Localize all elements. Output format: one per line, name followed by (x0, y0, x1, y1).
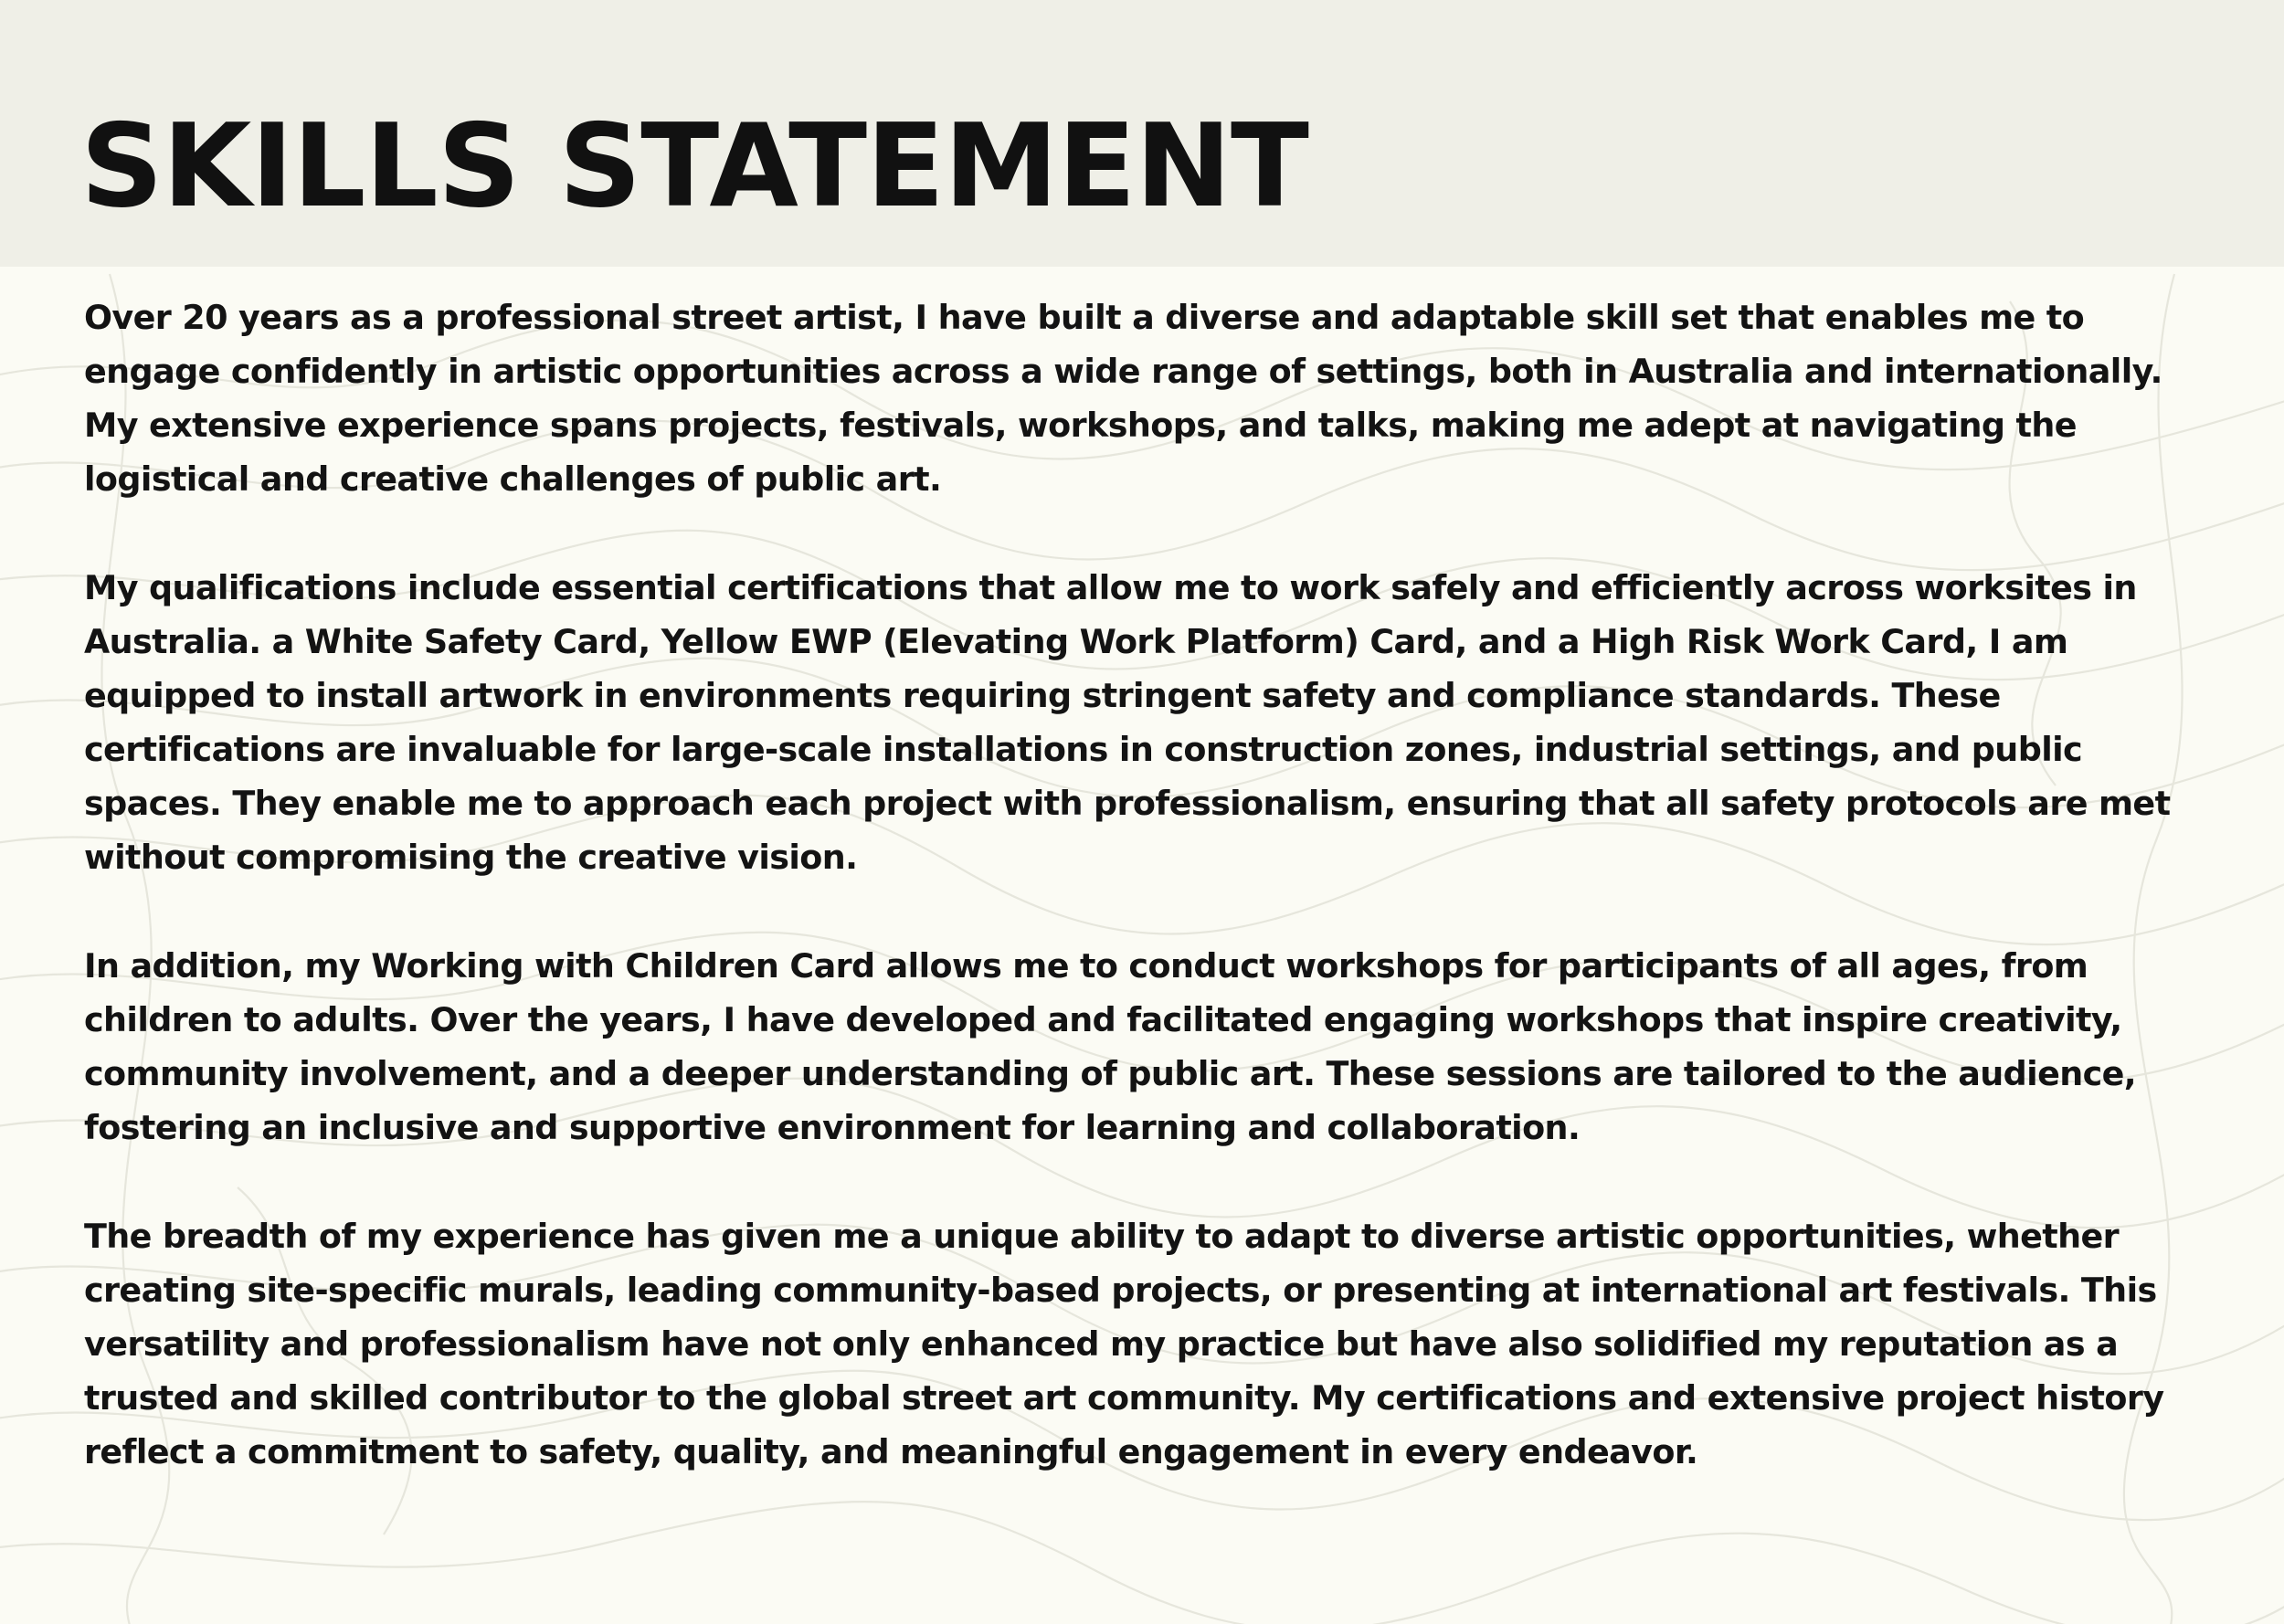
page-title: SKILLS STATEMENT (80, 99, 1308, 233)
header-band (0, 0, 2284, 267)
paragraph-versatility: The breadth of my experience has given me a unique ability to adapt to diverse artistic opportunities, whether creating site-specific murals, leading community-based projects, or presenting at international art festivals. This versatility and professionalism have not only enhanced my practice but have also solidified my reputation as a trusted and skilled contributor to the global street art community. My certifications and extensive project history reflect a commitment to safety, quality, and meaningful engagement in every endeavor. (84, 1217, 2164, 1471)
statement-body (84, 290, 2185, 1534)
paragraph-qualifications: My qualifications include essential certifications that allow me to work safely and efficiently across worksites in Australia. a White Safety Card, Yellow EWP (Elevating Work Platform) Card, and a High Risk Work Card, I am equipped to install artwork in environments requiring stringent safety and compliance standards. These certifications are invaluable for large-scale installations in construction zones, industrial settings, and public spaces. They enable me to approach each project with professionalism, ensuring that all safety protocols are met without compromising the creative vision. (84, 568, 2171, 877)
paragraph-workshops: In addition, my Working with Children Card allows me to conduct workshops for participants of all ages, from children to adults. Over the years, I have developed and facilitated engaging workshops that inspire creativity, community involvement, and a deeper understanding of public art. These sessions are tailored to the audience, fostering an inclusive and supportive environment for learning and collaboration. (84, 946, 2137, 1147)
paragraph-experience: Over 20 years as a professional street artist, I have built a diverse and adaptable skill set that enables me to engage confidently in artistic opportunities across a wide range of settings, both in Australia and internationally. My extensive experience spans projects, festivals, workshops, and talks, making me adept at navigating the logistical and creative challenges of public art. (84, 298, 2162, 499)
